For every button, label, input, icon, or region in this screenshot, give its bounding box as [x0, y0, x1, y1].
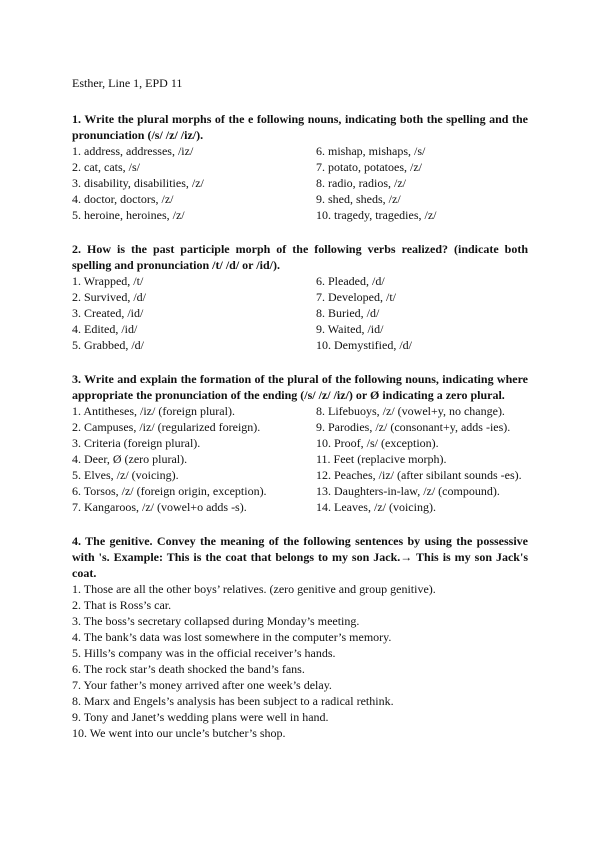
answer-item: 12. Peaches, /iz/ (after sibilant sounds -es).: [316, 468, 522, 482]
answer-item: 9. Waited, /id/: [316, 322, 384, 336]
answer-item: 8. Buried, /d/: [316, 306, 380, 320]
answer-item: 5. Hills’s company was in the official receiver’s hands.: [72, 646, 336, 660]
answer-item: 3. Criteria (foreign plural).: [72, 436, 201, 450]
answer-item: 8. radio, radios, /z/: [316, 176, 406, 190]
question-1-left-column: [72, 143, 316, 223]
answer-item: 5. heroine, heroines, /z/: [72, 208, 185, 222]
answer-item: 4. doctor, doctors, /z/: [72, 192, 174, 206]
answer-item: 6. The rock star’s death shocked the band’s fans.: [72, 662, 305, 676]
answer-item: 4. The bank’s data was lost somewhere in the computer’s memory.: [72, 630, 392, 644]
answer-item: 9. Tony and Janet’s wedding plans were well in hand.: [72, 710, 329, 724]
question-1-right-column: [316, 143, 528, 223]
answer-item: 1. Wrapped, /t/: [72, 274, 144, 288]
answer-item: 11. Feet (replacive morph).: [316, 452, 447, 466]
question-3-answers: [72, 403, 528, 515]
answer-item: 10. Demystified, /d/: [316, 338, 412, 352]
answer-item: 7. Kangaroos, /z/ (vowel+o adds -s).: [72, 500, 247, 514]
answer-item: 2. Campuses, /iz/ (regularized foreign).: [72, 420, 261, 434]
answer-item: 14. Leaves, /z/ (voicing).: [316, 500, 436, 514]
answer-item: 7. Developed, /t/: [316, 290, 396, 304]
answer-item: 5. Elves, /z/ (voicing).: [72, 468, 179, 482]
answer-item: 3. Created, /id/: [72, 306, 144, 320]
question-4-answers: [72, 581, 528, 741]
question-2: [72, 241, 528, 353]
answer-item: 6. mishap, mishaps, /s/: [316, 144, 426, 158]
document-header: Esther, Line 1, EPD 11: [72, 76, 183, 90]
answer-item: 7. potato, potatoes, /z/: [316, 160, 422, 174]
answer-item: 4. Deer, Ø (zero plural).: [72, 452, 188, 466]
answer-item: 3. The boss’s secretary collapsed during Monday’s meeting.: [72, 614, 360, 628]
answer-item: 3. disability, disabilities, /z/: [72, 176, 204, 190]
answer-item: 13. Daughters-in-law, /z/ (compound).: [316, 484, 500, 498]
answer-item: 1. Those are all the other boys’ relatives. (zero genitive and group genitive).: [72, 582, 436, 596]
question-4: [72, 533, 528, 741]
answer-item: 6. Pleaded, /d/: [316, 274, 385, 288]
answer-item: 1. address, addresses, /iz/: [72, 144, 194, 158]
answer-item: 10. We went into our uncle’s butcher’s shop.: [72, 726, 286, 740]
answer-item: 10. Proof, /s/ (exception).: [316, 436, 439, 450]
question-1-answers: [72, 143, 528, 223]
question-2-right-column: [316, 273, 528, 353]
question-3-title: 3. Write and explain the formation of the plural of the following nouns, indicating where appropriate the pronunciation of the ending (/s/ /z/ /iz/) or Ø indicating a zero plural.: [72, 372, 528, 402]
answer-item: 10. tragedy, tragedies, /z/: [316, 208, 437, 222]
answer-item: 9. shed, sheds, /z/: [316, 192, 401, 206]
question-1: [72, 111, 528, 223]
answer-item: 4. Edited, /id/: [72, 322, 138, 336]
question-1-title: 1. Write the plural morphs of the e following nouns, indicating both the spelling and the pronunciation (/s/ /z/ /iz/).: [72, 112, 528, 142]
answer-item: 2. Survived, /d/: [72, 290, 146, 304]
answer-item: 1. Antitheses, /iz/ (foreign plural).: [72, 404, 235, 418]
question-3: [72, 371, 528, 515]
answer-item: 6. Torsos, /z/ (foreign origin, exception).: [72, 484, 267, 498]
answer-item: 7. Your father’s money arrived after one week’s delay.: [72, 678, 332, 692]
answer-item: 8. Marx and Engels’s analysis has been subject to a radical rethink.: [72, 694, 394, 708]
answer-item: 8. Lifebuoys, /z/ (vowel+y, no change).: [316, 404, 505, 418]
question-2-answers: [72, 273, 528, 353]
answer-item: 5. Grabbed, /d/: [72, 338, 144, 352]
answer-item: 2. cat, cats, /s/: [72, 160, 140, 174]
question-3-left-column: [72, 403, 316, 515]
question-2-left-column: [72, 273, 316, 353]
question-4-title: 4. The genitive. Convey the meaning of the following sentences by using the possessive with 's. Example: This is the coat that belongs to my son Jack.→ This is my son Jack's coat.: [72, 534, 528, 580]
question-3-right-column: [316, 403, 528, 515]
question-2-title: 2. How is the past participle morph of the following verbs realized? (indicate both spelling and pronunciation /t/ /d/ or /id/).: [72, 242, 528, 272]
answer-item: 2. That is Ross’s car.: [72, 598, 172, 612]
answer-item: 9. Parodies, /z/ (consonant+y, adds -ies).: [316, 420, 511, 434]
